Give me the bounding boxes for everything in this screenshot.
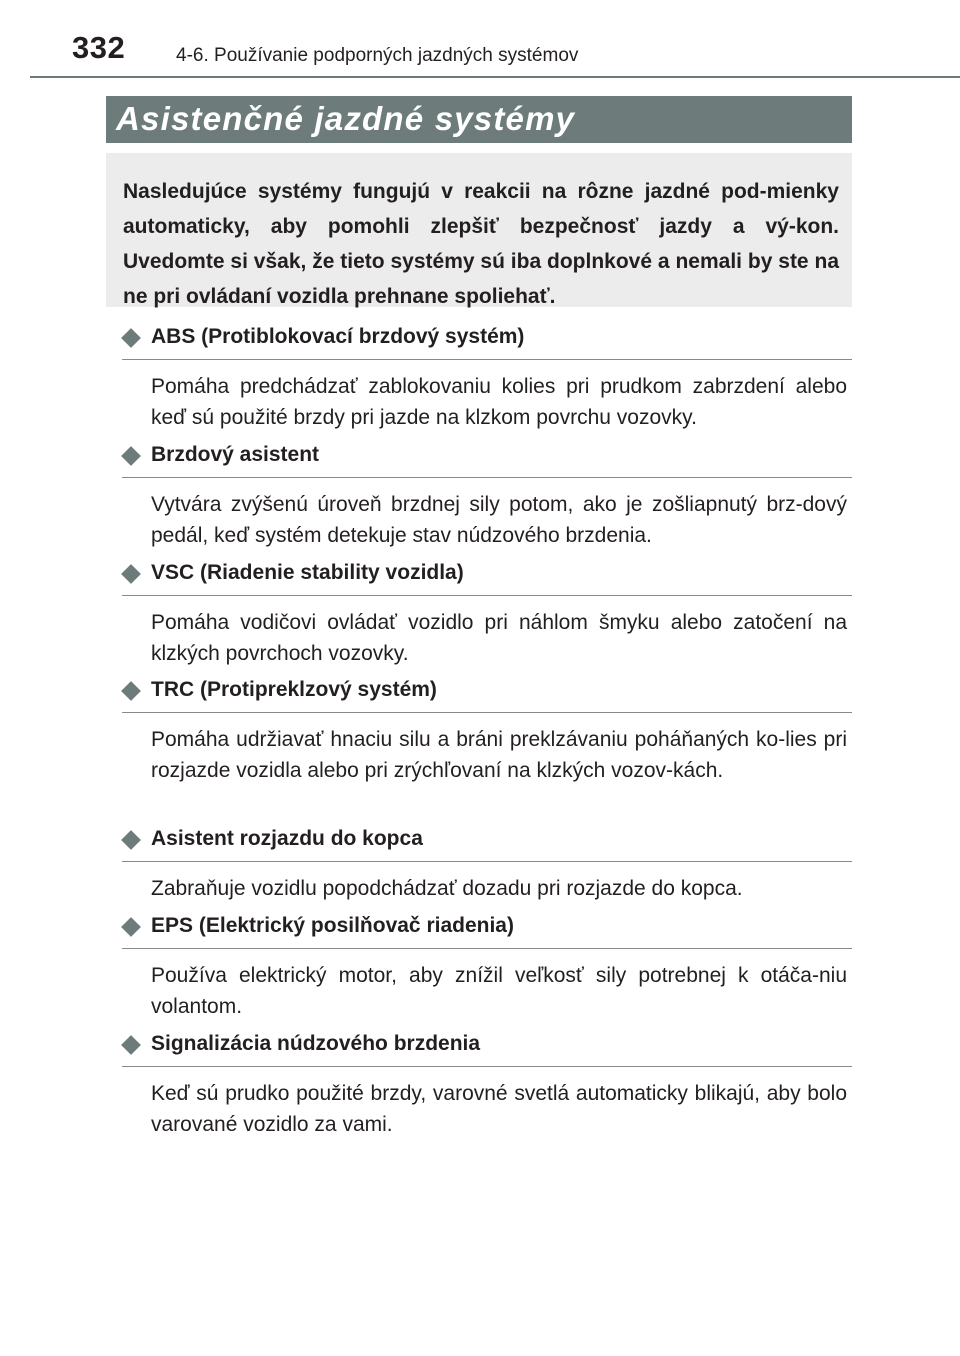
section-hill-start-assist: [122, 827, 852, 904]
section-body: Používa elektrický motor, aby znížil veľkosť sily potrebnej k otáča-niu volantom.: [151, 964, 847, 1018]
section-eps: [122, 914, 852, 1022]
section-title: VSC (Riadenie stability vozidla): [151, 561, 464, 584]
section-body: Pomáha predchádzať zablokovaniu kolies pri prudkom zabrzdení alebo keď sú použité brzdy pri jazde na klzkom povrchu vozovky.: [151, 375, 847, 429]
section-brake-assist: [122, 443, 852, 551]
diamond-bullet-icon: [121, 917, 141, 937]
diamond-bullet-icon: [121, 1035, 141, 1055]
section-heading: [122, 1032, 852, 1067]
diamond-bullet-icon: [121, 446, 141, 466]
section-title: TRC (Protipreklzový systém): [151, 678, 437, 701]
header-divider: [30, 76, 960, 78]
section-heading: [122, 325, 852, 360]
section-vsc: [122, 561, 852, 669]
chapter-title: 4-6. Používanie podporných jazdných systémov: [176, 45, 579, 66]
section-abs: [122, 325, 852, 433]
section-heading: [122, 827, 852, 862]
section-heading: [122, 914, 852, 949]
section-body: Pomáha udržiavať hnaciu silu a bráni preklzávaniu poháňaných ko-lies pri rozjazde vozidla alebo pri zrýchľovaní na klzkých vozov-kách.: [151, 728, 847, 782]
section-body: Vytvára zvýšenú úroveň brzdnej sily potom, ako je zošliapnutý brz-dový pedál, keď systém detekuje stav núdzového brzdenia.: [151, 493, 847, 547]
section-banner: [106, 96, 852, 143]
diamond-bullet-icon: [121, 328, 141, 348]
diamond-bullet-icon: [121, 681, 141, 701]
section-emergency-brake-signal: [122, 1032, 852, 1140]
section-title: Asistent rozjazdu do kopca: [151, 827, 423, 850]
diamond-bullet-icon: [121, 564, 141, 584]
page-number: 332: [72, 30, 126, 65]
diamond-bullet-icon: [121, 830, 141, 850]
page-title: Asistenčné jazdné systémy: [116, 100, 576, 137]
section-title: EPS (Elektrický posilňovač riadenia): [151, 914, 514, 937]
section-title: Signalizácia núdzového brzdenia: [151, 1032, 481, 1055]
intro-text: Nasledujúce systémy fungujú v reakcii na rôzne jazdné pod-mienky automaticky, aby pomohli zlepšiť bezpečnosť jazdy a vý-kon. Uvedomte si však, že tieto systémy sú iba doplnkové a nemali by ste na ne pri ovládaní vozidla prehnane spoliehať.: [123, 180, 839, 308]
section-title: ABS (Protiblokovací brzdový systém): [151, 325, 525, 348]
section-heading: [122, 561, 852, 596]
section-heading: [122, 443, 852, 478]
section-trc: [122, 678, 852, 786]
section-body: Zabraňuje vozidlu popodchádzať dozadu pri rozjazde do kopca.: [151, 877, 743, 900]
section-body: Keď sú prudko použité brzdy, varovné svetlá automaticky blikajú, aby bolo varované vozidlo za vami.: [151, 1082, 847, 1136]
section-heading: [122, 678, 852, 713]
section-title: Brzdový asistent: [151, 443, 320, 466]
section-body: Pomáha vodičovi ovládať vozidlo pri náhlom šmyku alebo zatočení na klzkých povrchoch vozovky.: [151, 611, 847, 665]
intro-box: [106, 153, 852, 307]
